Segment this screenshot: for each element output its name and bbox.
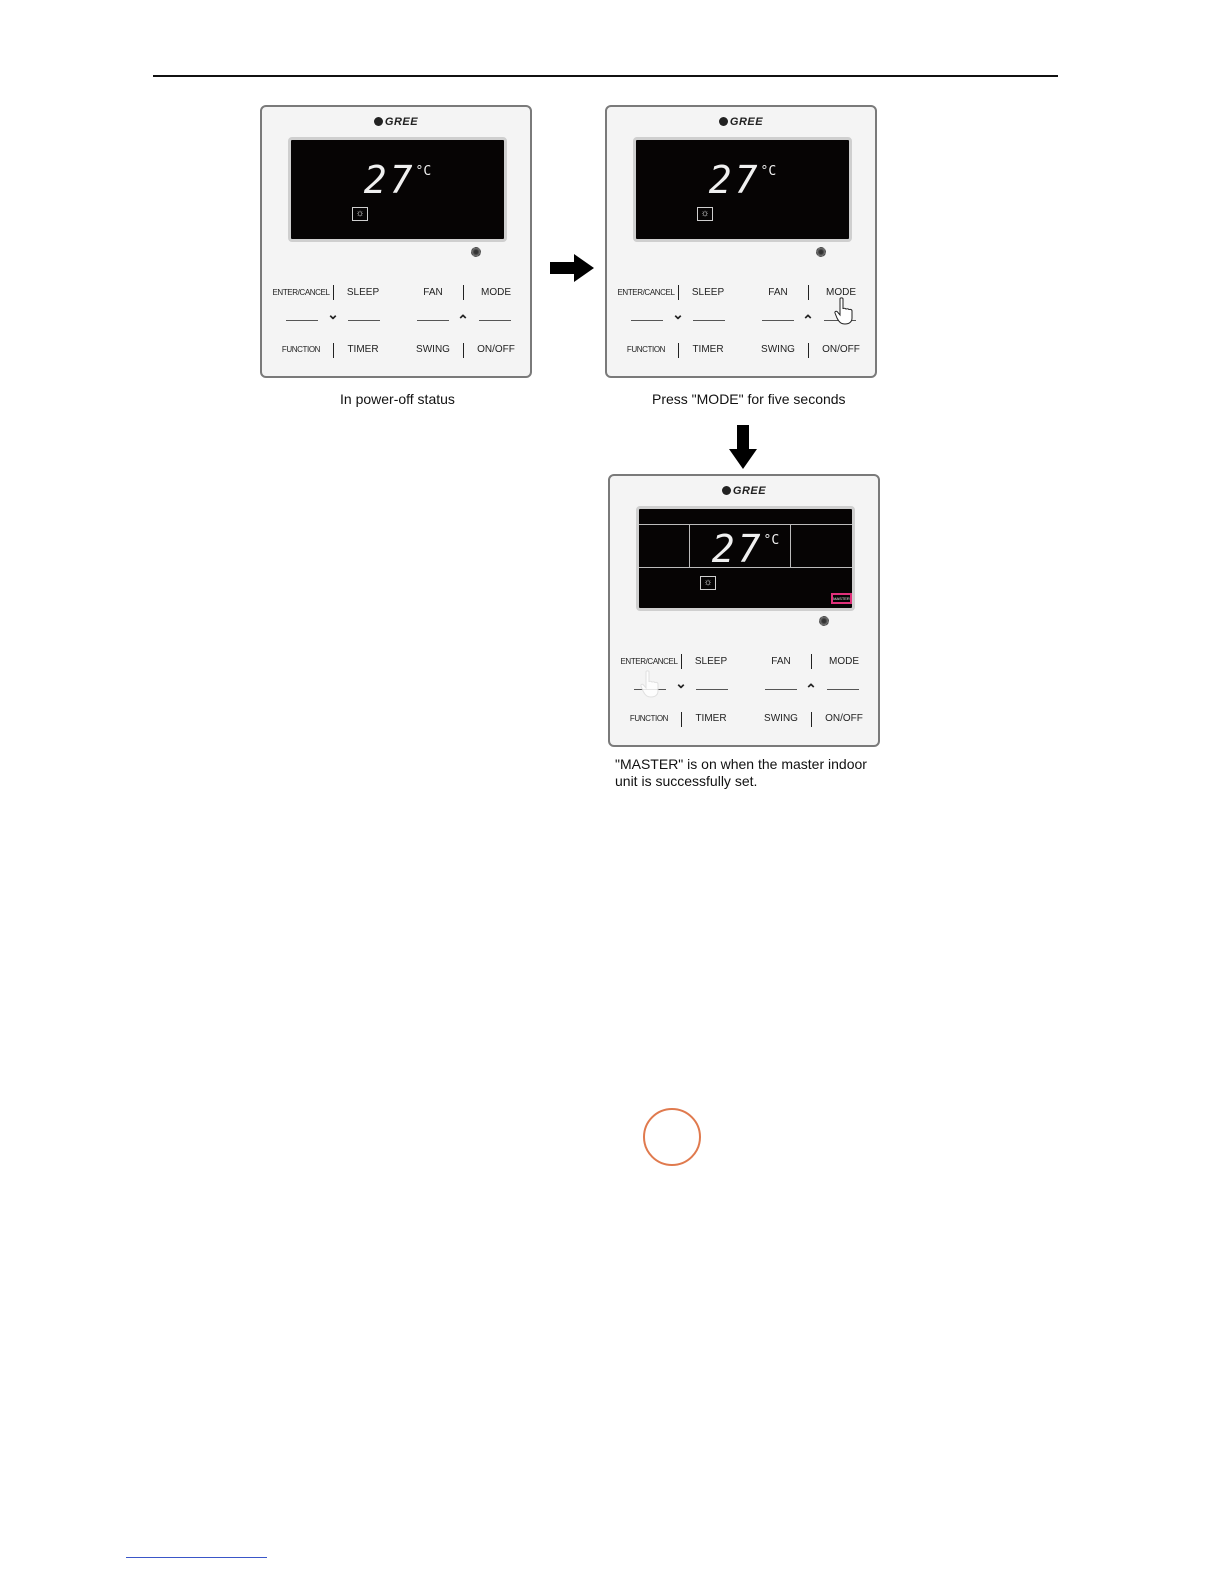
divider	[348, 320, 380, 321]
sleep-button[interactable]: SLEEP	[346, 287, 380, 298]
annotation-circle	[643, 1108, 701, 1166]
down-arrow-button[interactable]: ⌄	[672, 306, 684, 322]
caption-step3-line1: "MASTER" is on when the master indoor	[615, 756, 867, 772]
gree-logo-icon	[719, 117, 728, 126]
down-arrow-button[interactable]: ⌄	[675, 675, 687, 691]
lcd-display	[288, 137, 507, 242]
divider	[417, 320, 449, 321]
swing-button[interactable]: SWING	[764, 713, 798, 724]
on-off-button[interactable]: ON/OFF	[822, 344, 860, 355]
mode-button[interactable]: MODE	[826, 287, 856, 298]
divider	[693, 320, 725, 321]
function-button[interactable]: FUNCTION	[281, 345, 321, 354]
timer-button[interactable]: TIMER	[695, 713, 727, 724]
divider	[463, 285, 464, 300]
lcd-display	[636, 506, 855, 611]
function-button[interactable]: FUNCTION	[626, 345, 666, 354]
master-indicator: MASTER	[831, 593, 852, 604]
sensor-icon	[816, 247, 826, 257]
divider	[681, 654, 682, 669]
fan-button[interactable]: FAN	[771, 656, 791, 667]
temperature-readout: $27^{^\circ C}$	[363, 158, 432, 202]
divider	[811, 712, 812, 727]
gree-logo-icon	[722, 486, 731, 495]
divider	[681, 712, 682, 727]
temperature-readout: $27^{^\circ C}$	[711, 527, 780, 571]
up-arrow-button[interactable]: ⌃	[457, 312, 469, 328]
caption-step1: In power-off status	[340, 391, 455, 407]
lcd-segment-line	[639, 524, 852, 525]
sensor-icon	[471, 247, 481, 257]
right-arrow-icon	[550, 254, 594, 282]
controller-press-mode	[605, 105, 877, 378]
divider	[827, 689, 859, 690]
divider	[765, 689, 797, 690]
divider	[678, 285, 679, 300]
brand-logo: GREE	[607, 116, 875, 128]
mode-button[interactable]: MODE	[481, 287, 511, 298]
divider	[463, 343, 464, 358]
brand-logo: GREE	[262, 116, 530, 128]
caption-step3-line2: unit is successfully set.	[615, 773, 758, 789]
gree-logo-icon	[374, 117, 383, 126]
fan-button[interactable]: FAN	[423, 287, 443, 298]
divider	[479, 320, 511, 321]
up-arrow-button[interactable]: ⌃	[802, 312, 814, 328]
sleep-button[interactable]: SLEEP	[694, 656, 728, 667]
divider	[696, 689, 728, 690]
up-arrow-button[interactable]: ⌃	[805, 681, 817, 697]
sensor-icon	[819, 616, 829, 626]
lcd-display	[633, 137, 852, 242]
fan-button[interactable]: FAN	[768, 287, 788, 298]
divider	[808, 285, 809, 300]
header-rule	[153, 75, 1058, 77]
down-arrow-button[interactable]: ⌄	[327, 306, 339, 322]
divider	[808, 343, 809, 358]
caption-step2: Press "MODE" for five seconds	[652, 391, 846, 407]
timer-button[interactable]: TIMER	[692, 344, 724, 355]
enter-cancel-button[interactable]: ENTER/CANCEL	[620, 657, 678, 666]
function-button[interactable]: FUNCTION	[629, 714, 669, 723]
pointing-hand-icon	[640, 670, 660, 698]
divider	[811, 654, 812, 669]
mode-button[interactable]: MODE	[829, 656, 859, 667]
enter-cancel-button[interactable]: ENTER/CANCEL	[272, 288, 330, 297]
sun-icon: ☼	[697, 207, 713, 221]
controller-master-set	[608, 474, 880, 747]
temperature-readout: $27^{^\circ C}$	[708, 158, 777, 202]
sleep-button[interactable]: SLEEP	[691, 287, 725, 298]
sun-icon: ☼	[700, 576, 716, 590]
divider	[333, 343, 334, 358]
divider	[333, 285, 334, 300]
divider	[286, 320, 318, 321]
divider	[762, 320, 794, 321]
on-off-button[interactable]: ON/OFF	[825, 713, 863, 724]
divider	[678, 343, 679, 358]
on-off-button[interactable]: ON/OFF	[477, 344, 515, 355]
swing-button[interactable]: SWING	[761, 344, 795, 355]
down-arrow-icon	[729, 425, 757, 469]
divider	[631, 320, 663, 321]
pointing-hand-icon	[834, 297, 854, 325]
timer-button[interactable]: TIMER	[347, 344, 379, 355]
sun-icon: ☼	[352, 207, 368, 221]
footer-link-underline	[126, 1557, 267, 1558]
brand-logo: GREE	[610, 485, 878, 497]
controller-power-off	[260, 105, 532, 378]
swing-button[interactable]: SWING	[416, 344, 450, 355]
enter-cancel-button[interactable]: ENTER/CANCEL	[617, 288, 675, 297]
